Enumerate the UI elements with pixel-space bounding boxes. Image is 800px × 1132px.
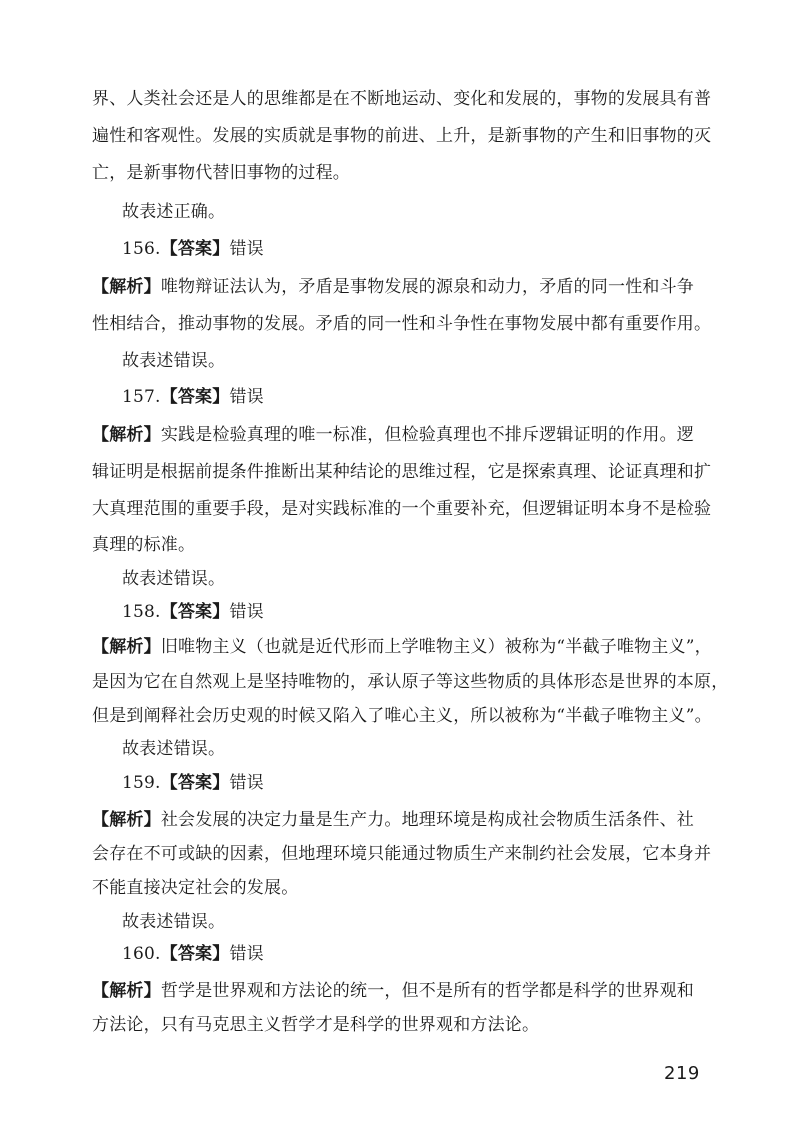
answer-value: 错误 [229, 239, 264, 259]
question-number: 156. [122, 239, 161, 259]
conclusion-156: 故表述错误。 [122, 351, 226, 371]
answer-value: 错误 [229, 944, 264, 964]
analysis-157-line-4: 真理的标准。 [92, 535, 196, 555]
analysis-label: 【解析】 [92, 981, 161, 1001]
answer-heading-157 [122, 386, 264, 408]
answer-value: 错误 [229, 773, 264, 793]
question-number: 157. [122, 387, 161, 407]
question-number: 159. [122, 773, 161, 793]
conclusion-157: 故表述错误。 [122, 569, 226, 589]
analysis-160-line-2: 方法论，只有马克思主义哲学才是科学的世界观和方法论。 [92, 1015, 540, 1035]
intro-line-3: 亡，是新事物代替旧事物的过程。 [92, 163, 350, 183]
answer-heading-156 [122, 238, 264, 260]
intro-line-2: 遍性和客观性。发展的实质就是事物的前进、上升，是新事物的产生和旧事物的灭 [92, 126, 712, 146]
analysis-157-line-2: 辑证明是根据前提条件推断出某种结论的思维过程，它是探索真理、论证真理和扩 [92, 462, 712, 482]
analysis-label: 【解析】 [92, 637, 161, 657]
answer-value: 错误 [229, 387, 264, 407]
analysis-160-line-1: 【解析】哲学是世界观和方法论的统一，但不是所有的哲学都是科学的世界观和 [92, 981, 695, 1001]
analysis-156-line-1: 【解析】唯物辩证法认为，矛盾是事物发展的源泉和动力，矛盾的同一性和斗争 [92, 277, 695, 297]
intro-line-1: 界、人类社会还是人的思维都是在不断地运动、变化和发展的，事物的发展具有普 [92, 89, 712, 109]
page-number: 219 [664, 1063, 700, 1084]
analysis-158-line-1: 【解析】旧唯物主义（也就是近代形而上学唯物主义）被称为“半截子唯物主义”， [92, 637, 712, 657]
analysis-157-line-3: 大真理范围的重要手段，是对实践标准的一个重要补充，但逻辑证明本身不是检验 [92, 499, 712, 519]
question-number: 158. [122, 602, 161, 622]
analysis-159-line-2: 会存在不可或缺的因素，但地理环境只能通过物质生产来制约社会发展，它本身并 [92, 844, 712, 864]
answer-heading-158 [122, 601, 264, 623]
answer-label: 【答案】 [160, 773, 230, 793]
answer-label: 【答案】 [160, 387, 230, 407]
analysis-157-line-1: 【解析】实践是检验真理的唯一标准，但检验真理也不排斥逻辑证明的作用。逻 [92, 425, 695, 445]
answer-label: 【答案】 [160, 944, 230, 964]
answer-heading-160 [122, 943, 264, 965]
analysis-159-line-1: 【解析】社会发展的决定力量是生产力。地理环境是构成社会物质生活条件、社 [92, 810, 695, 830]
analysis-158-line-3: 但是到阐释社会历史观的时候又陷入了唯心主义，所以被称为“半截子唯物主义”。 [92, 706, 712, 726]
answer-label: 【答案】 [160, 239, 230, 259]
answer-label: 【答案】 [160, 602, 230, 622]
analysis-156-line-2: 性相结合，推动事物的发展。矛盾的同一性和斗争性在事物发展中都有重要作用。 [92, 314, 712, 334]
answer-value: 错误 [229, 602, 264, 622]
conclusion-158: 故表述错误。 [122, 739, 226, 759]
analysis-159-line-3: 不能直接决定社会的发展。 [92, 878, 299, 898]
intro-conclusion: 故表述正确。 [122, 202, 226, 222]
question-number: 160. [122, 944, 161, 964]
conclusion-159: 故表述错误。 [122, 912, 226, 932]
answer-heading-159 [122, 772, 264, 794]
analysis-label: 【解析】 [92, 810, 161, 830]
analysis-label: 【解析】 [92, 277, 161, 297]
analysis-158-line-2: 是因为它在自然观上是坚持唯物的，承认原子等这些物质的具体形态是世界的本原， [92, 672, 729, 692]
analysis-label: 【解析】 [92, 425, 161, 445]
